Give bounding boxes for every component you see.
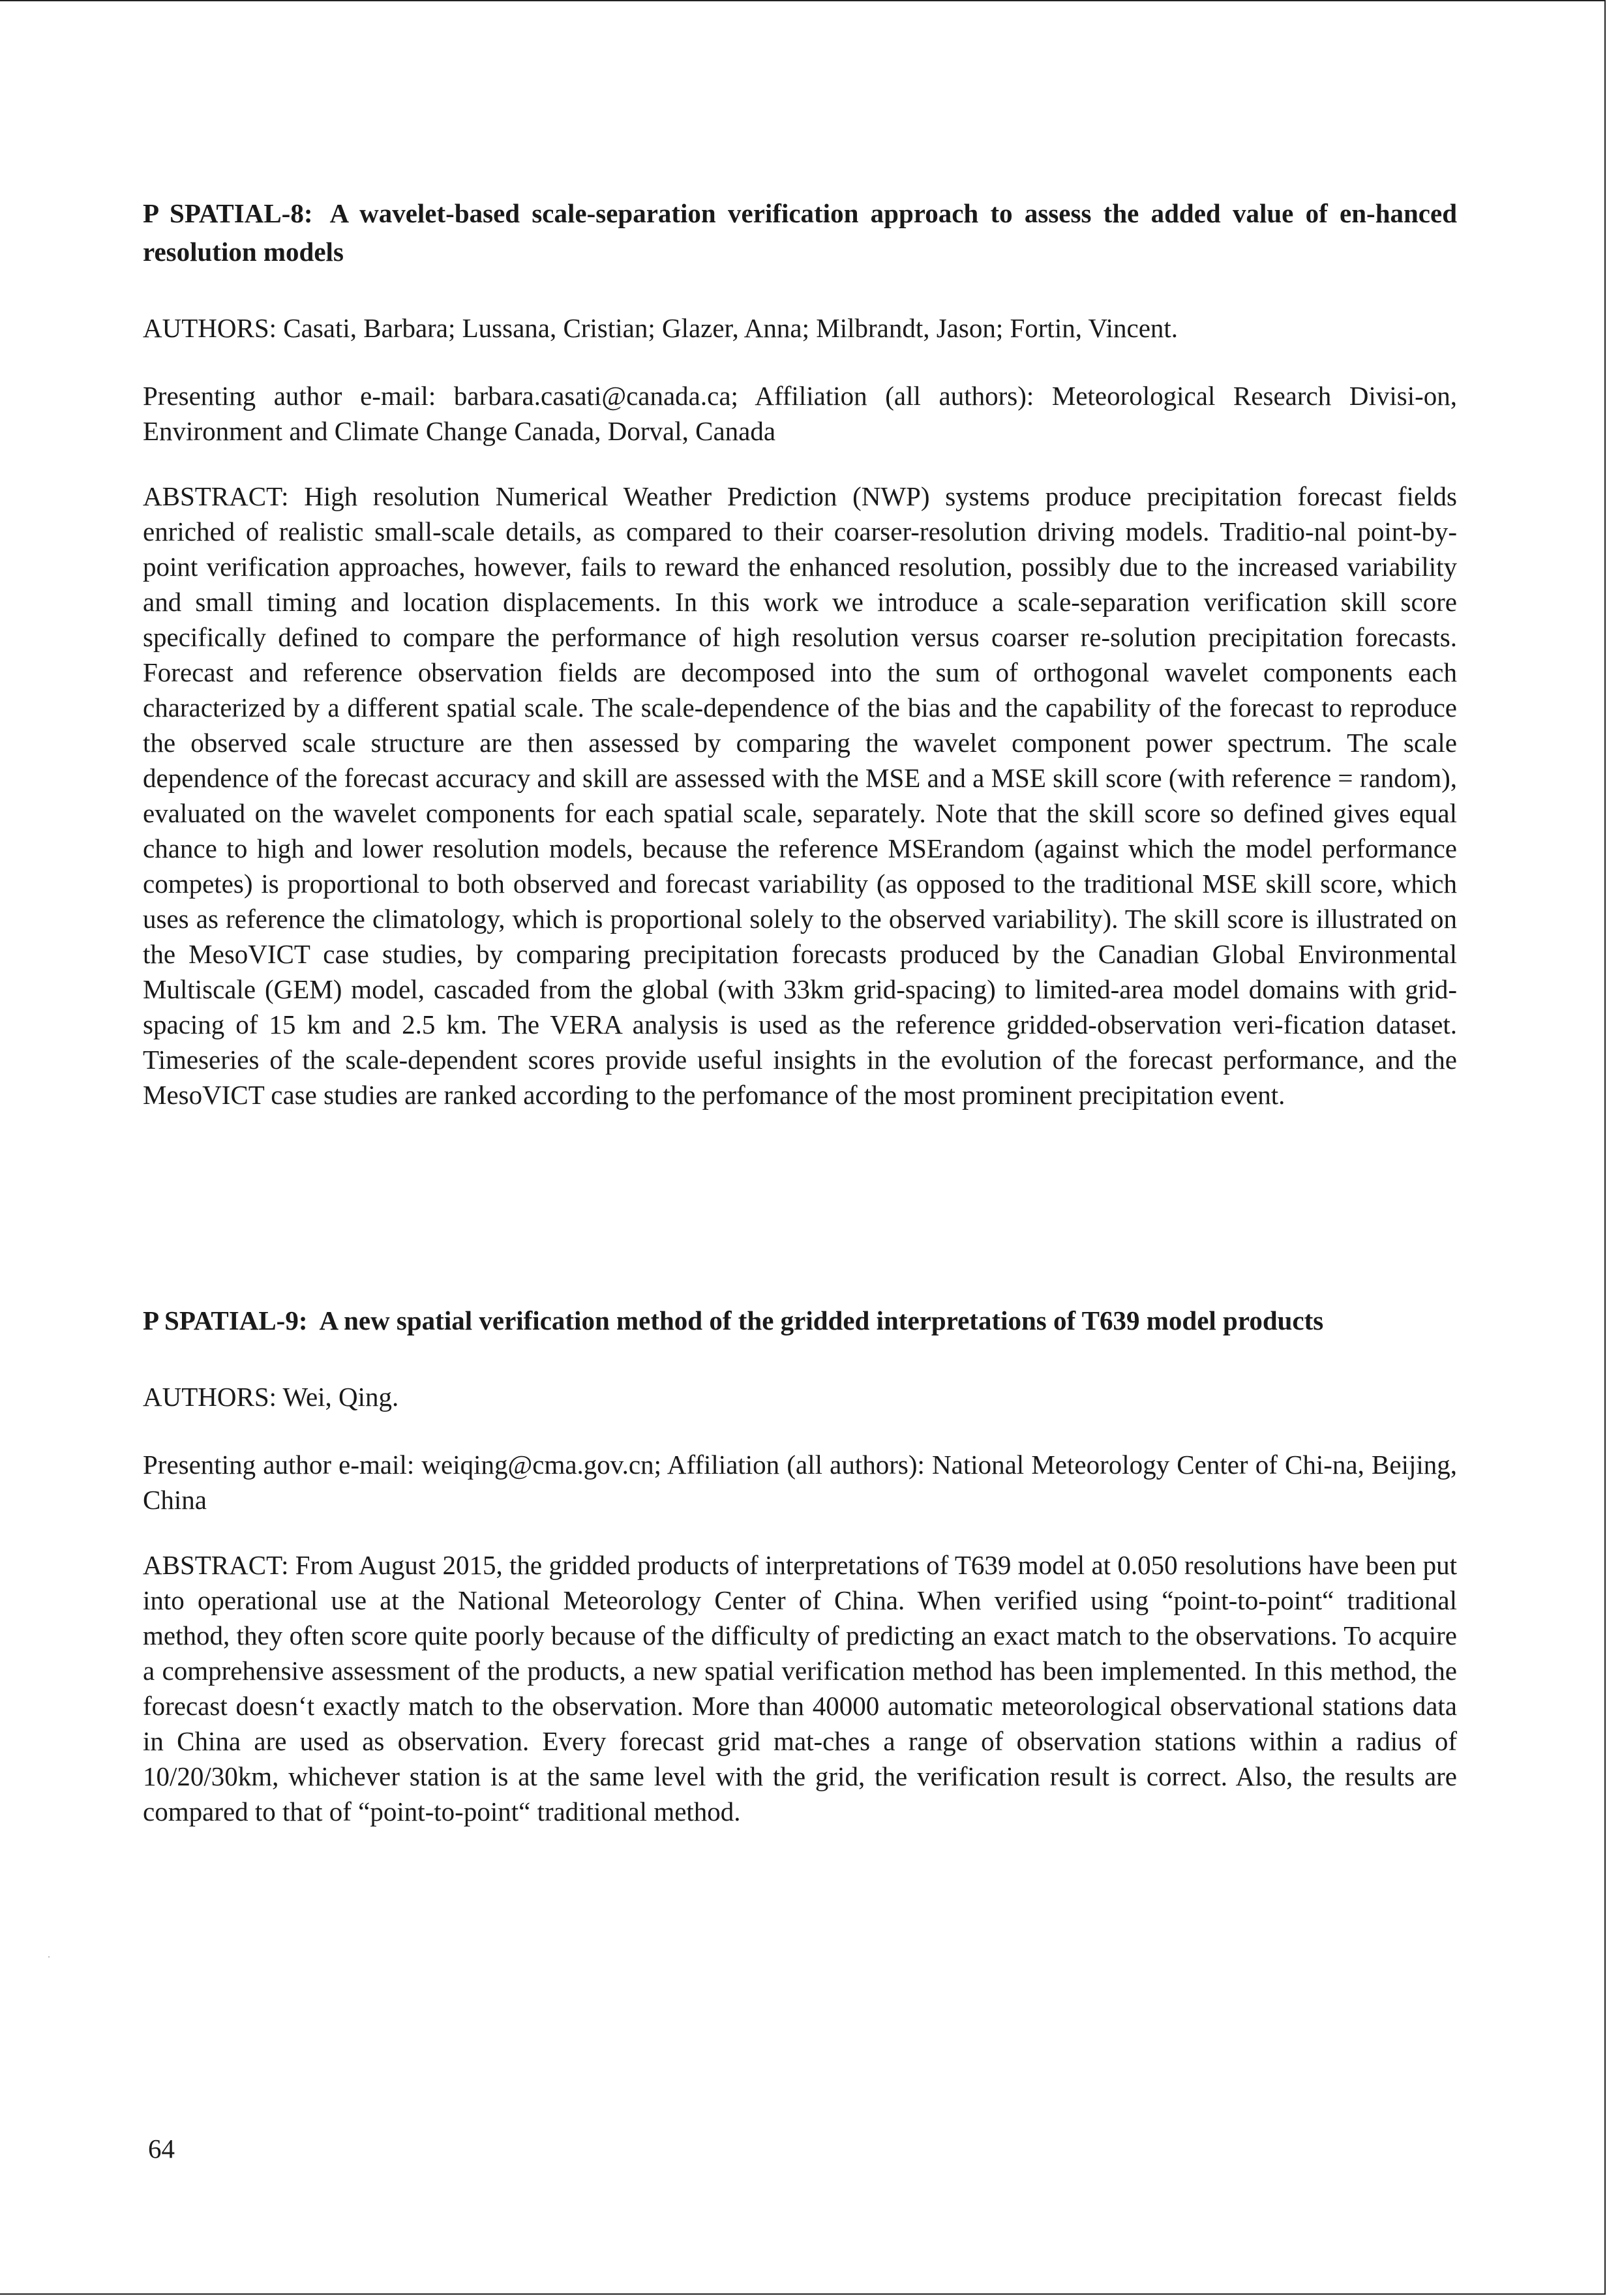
entry-title-text: A new spatial verification method of the gridded interpretations of T639 model products [319,1305,1324,1335]
abstract-text: ABSTRACT: From August 2015, the gridded products of interpretations of T639 model at 0.050 resolutions have been put into operational use at the National Meteorology Center of China. When verified using “point-to-point“ traditional method, they often score quite poorly because of the difficulty of predicting an exact match to the observations. To acquire a comprehensive assessment of the products, a new spatial verification method has been implemented. In this method, the forecast doesn‘t exactly match to the observation. More than 40000 automatic meteorological observational stations data in China are used as observation. Every forecast grid mat-ches a range of observation stations within a radius of 10/20/30km, whichever station is at the same level with the grid, the verification result is correct. Also, the results are compared to that of “point-to-point“ traditional method. [143,1550,1457,1826]
entry-title [143,194,1457,271]
authors-line: AUTHORS: Wei, Qing. [143,1382,399,1412]
authors-line: AUTHORS: Casati, Barbara; Lussana, Cristian; Glazer, Anna; Milbrandt, Jason; Fortin, Vincent. [143,313,1179,343]
entry-code: P SPATIAL-8: [143,198,313,228]
scan-speck [48,1956,50,1958]
affiliation-line: Presenting author e-mail: weiqing@cma.gov.cn; Affiliation (all authors): National Meteorology Center of Chi-na, Beijing, China [143,1450,1457,1515]
abstract-entry-spatial-9 [143,1302,1457,1829]
entry-title [143,1302,1457,1340]
affiliation-line: Presenting author e-mail: barbara.casati@canada.ca; Affiliation (all authors): Meteorological Research Divisi-on, Environment and Climate Change Canada, Dorval, Canada [143,381,1457,446]
abstract-entry-spatial-8 [143,194,1457,1112]
abstract-text: ABSTRACT: High resolution Numerical Weather Prediction (NWP) systems produce precipitation forecast fields enriched of realistic small-scale details, as compared to their coarser-resolution driving models. Traditio-nal point-by-point verification approaches, however, fails to reward the enhanced resolution, possibly due to the increased variability and small timing and location displacements. In this work we introduce a scale-separation verification skill score specifically defined to compare the performance of high resolution versus coarser re-solution precipitation forecasts. Forecast and reference observation fields are decomposed into the sum of orthogonal wavelet components each characterized by a different spatial scale. The scale-dependence of the bias and the capability of the forecast to reproduce the observed scale structure are then assessed by comparing the wavelet component power spectrum. The scale dependence of the forecast accuracy and skill are assessed with the MSE and a MSE skill score (with reference = random), evaluated on the wavelet components for each spatial scale, separately. Note that the skill score so defined gives equal chance to high and lower resolution models, because the reference MSErandom (against which the model performance competes) is proportional to both observed and forecast variability (as opposed to the traditional MSE skill score, which uses as reference the climatology, which is proportional solely to the observed variability). The skill score is illustrated on the MesoVICT case studies, by comparing precipitation forecasts produced by the Canadian Global Environmental Multiscale (GEM) model, cascaded from the global (with 33km grid-spacing) to limited-area model domains with grid-spacing of 15 km and 2.5 km. The VERA analysis is used as the reference gridded-observation veri-fication dataset. Timeseries of the scale-dependent scores provide useful insights in the evolution of the forecast performance, and the MesoVICT case studies are ranked according to the perfomance of the most prominent precipitation event. [143,481,1457,1110]
entry-code: P SPATIAL-9: [143,1305,308,1335]
page-number: 64 [148,2134,175,2164]
entry-title-text: A wavelet-based scale-separation verification approach to assess the added value of en-hanced resolution models [143,198,1457,267]
